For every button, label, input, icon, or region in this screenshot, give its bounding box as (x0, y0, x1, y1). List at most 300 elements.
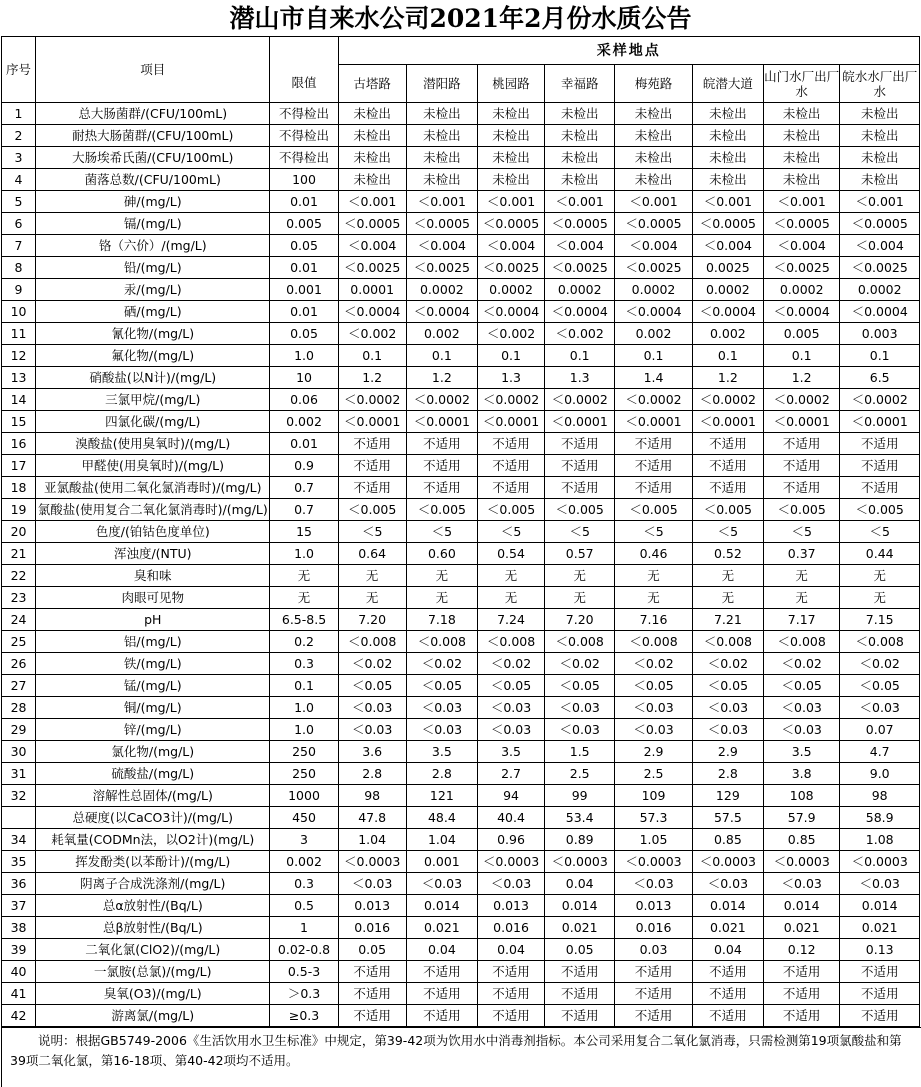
row-item: 挥发酚类(以苯酚计)/(mg/L) (36, 851, 270, 873)
page-title: 潜山市自来水公司2021年2月份水质公告 (229, 4, 692, 33)
row-value: 不适用 (406, 961, 477, 983)
row-value: 未检出 (840, 125, 920, 147)
row-value: 不适用 (840, 1005, 920, 1027)
row-value: 0.85 (763, 829, 839, 851)
row-value: 0.04 (692, 939, 763, 961)
row-value: ＜0.0001 (763, 411, 839, 433)
row-limit: 0.05 (270, 323, 338, 345)
header-site: 潜阳路 (406, 65, 477, 103)
row-value: ＜0.005 (692, 499, 763, 521)
row-value: ＜0.004 (338, 235, 406, 257)
header-site: 山门水厂出厂水 (763, 65, 839, 103)
row-value: 0.021 (763, 917, 839, 939)
row-value: 98 (840, 785, 920, 807)
row-no: 13 (2, 367, 36, 389)
row-value: ＜0.001 (338, 191, 406, 213)
row-value: ＜0.008 (763, 631, 839, 653)
row-value: 98 (338, 785, 406, 807)
row-value: ＜0.02 (763, 653, 839, 675)
row-item: 游离氯/(mg/L) (36, 1005, 270, 1027)
row-value: 未检出 (615, 103, 692, 125)
table-row (2, 763, 920, 785)
row-no: 4 (2, 169, 36, 191)
row-value: ＜0.005 (615, 499, 692, 521)
row-limit: 450 (270, 807, 338, 829)
row-value: ＜5 (840, 521, 920, 543)
row-value: 7.24 (477, 609, 544, 631)
row-value: 0.0025 (692, 257, 763, 279)
row-value: ＜0.0003 (763, 851, 839, 873)
row-item: 甲醛使(用臭氧时)/(mg/L) (36, 455, 270, 477)
table-row (2, 433, 920, 455)
row-value: ＜0.03 (840, 697, 920, 719)
row-no: 12 (2, 345, 36, 367)
row-value: 不适用 (615, 1005, 692, 1027)
row-value: 不适用 (615, 455, 692, 477)
row-value: ＜0.0003 (477, 851, 544, 873)
row-value: 53.4 (545, 807, 615, 829)
row-value: ＜0.0002 (406, 389, 477, 411)
row-no: 7 (2, 235, 36, 257)
row-value: 无 (338, 587, 406, 609)
row-value: ＜0.02 (692, 653, 763, 675)
row-value: ＜0.0001 (477, 411, 544, 433)
row-value: ＜0.001 (840, 191, 920, 213)
row-value: ＜0.0002 (615, 389, 692, 411)
table-row (2, 961, 920, 983)
row-value: 0.46 (615, 543, 692, 565)
row-value: 0.1 (477, 345, 544, 367)
row-value: 1.3 (545, 367, 615, 389)
row-value: ＜0.05 (545, 675, 615, 697)
row-no: 31 (2, 763, 36, 785)
row-limit: 0.001 (270, 279, 338, 301)
row-value: 7.16 (615, 609, 692, 631)
row-value: ＜0.02 (615, 653, 692, 675)
row-limit: 0.1 (270, 675, 338, 697)
row-value: 未检出 (477, 103, 544, 125)
row-value: 0.0002 (406, 279, 477, 301)
row-no: 24 (2, 609, 36, 631)
row-value: 0.0002 (545, 279, 615, 301)
row-value: 7.18 (406, 609, 477, 631)
row-value: 0.44 (840, 543, 920, 565)
row-value: ＜0.05 (338, 675, 406, 697)
row-no: 30 (2, 741, 36, 763)
row-value: ＜0.02 (406, 653, 477, 675)
row-limit: 15 (270, 521, 338, 543)
row-value: 不适用 (338, 477, 406, 499)
row-value: 无 (545, 565, 615, 587)
row-value: ＜0.005 (545, 499, 615, 521)
row-value: ＜0.03 (338, 873, 406, 895)
row-item: 氯化物/(mg/L) (36, 741, 270, 763)
row-value: 0.002 (406, 323, 477, 345)
row-limit: 1.0 (270, 719, 338, 741)
table-row (2, 983, 920, 1005)
table-row (2, 367, 920, 389)
row-value: ＜5 (477, 521, 544, 543)
row-value: 无 (615, 587, 692, 609)
row-value: ＜5 (692, 521, 763, 543)
row-limit: 1 (270, 917, 338, 939)
row-value: ＜0.0003 (615, 851, 692, 873)
row-value: 57.5 (692, 807, 763, 829)
row-no: 15 (2, 411, 36, 433)
row-value: ＜0.0003 (338, 851, 406, 873)
row-item: 二氧化氯(ClO2)/(mg/L) (36, 939, 270, 961)
row-no: 14 (2, 389, 36, 411)
row-value: 0.0001 (338, 279, 406, 301)
row-value: ＜0.0004 (763, 301, 839, 323)
row-value: ＜0.0025 (615, 257, 692, 279)
row-value: 0.04 (406, 939, 477, 961)
header-site: 古塔路 (338, 65, 406, 103)
row-value: ＜0.03 (763, 697, 839, 719)
row-value: ＜0.03 (406, 873, 477, 895)
row-value: ＜0.0025 (338, 257, 406, 279)
row-value: 109 (615, 785, 692, 807)
row-value: 未检出 (692, 125, 763, 147)
table-row (2, 191, 920, 213)
row-value: 0.0002 (615, 279, 692, 301)
row-limit: 1.0 (270, 345, 338, 367)
row-item: 氟化物/(mg/L) (36, 345, 270, 367)
row-value: 不适用 (406, 1005, 477, 1027)
row-item: 铝/(mg/L) (36, 631, 270, 653)
row-item: 硫酸盐/(mg/L) (36, 763, 270, 785)
row-value: 未检出 (840, 103, 920, 125)
row-value: 无 (406, 565, 477, 587)
row-limit: 0.7 (270, 499, 338, 521)
row-value: 未检出 (545, 125, 615, 147)
row-value: 不适用 (763, 477, 839, 499)
row-value: 未检出 (406, 169, 477, 191)
row-value: 0.002 (692, 323, 763, 345)
row-no: 9 (2, 279, 36, 301)
row-value: 未检出 (840, 169, 920, 191)
row-value: ＜0.02 (338, 653, 406, 675)
row-value: 0.016 (338, 917, 406, 939)
row-value: 0.05 (545, 939, 615, 961)
row-value: ＜0.05 (477, 675, 544, 697)
table-row (2, 257, 920, 279)
row-no: 27 (2, 675, 36, 697)
row-value: 0.57 (545, 543, 615, 565)
row-value: 0.60 (406, 543, 477, 565)
row-value: ＜0.03 (477, 873, 544, 895)
row-value: 未检出 (545, 147, 615, 169)
row-limit: 0.05 (270, 235, 338, 257)
row-value: 不适用 (338, 433, 406, 455)
row-value: ＜0.0003 (840, 851, 920, 873)
row-value: 不适用 (406, 983, 477, 1005)
row-value: 未检出 (406, 103, 477, 125)
row-value: 2.8 (692, 763, 763, 785)
row-value: 1.2 (338, 367, 406, 389)
header-limit-top (270, 37, 338, 65)
row-value: ＜0.001 (615, 191, 692, 213)
row-value: 不适用 (615, 961, 692, 983)
row-value: 0.13 (840, 939, 920, 961)
row-value: ＜0.0005 (763, 213, 839, 235)
table-row (2, 873, 920, 895)
row-value: 不适用 (840, 983, 920, 1005)
row-no (2, 807, 36, 829)
row-no: 20 (2, 521, 36, 543)
row-value: 94 (477, 785, 544, 807)
row-value: 不适用 (406, 477, 477, 499)
row-value: ＜0.0004 (840, 301, 920, 323)
water-quality-table (1, 36, 920, 1027)
table-row (2, 631, 920, 653)
row-value: ＜0.03 (545, 719, 615, 741)
row-value: ＜0.05 (692, 675, 763, 697)
row-value: 0.002 (615, 323, 692, 345)
row-no: 36 (2, 873, 36, 895)
row-value: 2.9 (692, 741, 763, 763)
row-value: 未检出 (545, 103, 615, 125)
row-value: 0.1 (840, 345, 920, 367)
row-value: ＜0.02 (477, 653, 544, 675)
row-value: ＜0.0025 (763, 257, 839, 279)
row-item: 肉眼可见物 (36, 587, 270, 609)
row-value: 未检出 (406, 147, 477, 169)
table-row (2, 609, 920, 631)
row-value: 未检出 (763, 147, 839, 169)
row-value: 无 (477, 565, 544, 587)
row-value: ＜0.004 (763, 235, 839, 257)
row-value: 129 (692, 785, 763, 807)
row-value: 不适用 (338, 961, 406, 983)
row-value: ＜0.03 (545, 697, 615, 719)
row-value: ＜5 (545, 521, 615, 543)
row-value: ＜0.001 (477, 191, 544, 213)
row-limit: 0.5-3 (270, 961, 338, 983)
row-value: 无 (615, 565, 692, 587)
row-limit: 250 (270, 763, 338, 785)
row-limit: 0.02-0.8 (270, 939, 338, 961)
row-item: 亚氯酸盐(使用二氧化氯消毒时)/(mg/L) (36, 477, 270, 499)
header-limit: 限值 (270, 65, 338, 103)
row-no: 21 (2, 543, 36, 565)
row-value: 0.1 (692, 345, 763, 367)
row-value: 未检出 (545, 169, 615, 191)
row-value: ＜0.05 (763, 675, 839, 697)
row-value: 未检出 (692, 169, 763, 191)
row-value: ＜0.005 (477, 499, 544, 521)
row-no: 18 (2, 477, 36, 499)
row-value: 0.0002 (477, 279, 544, 301)
row-value: ＜0.008 (615, 631, 692, 653)
row-value: ＜0.004 (545, 235, 615, 257)
table-row (2, 389, 920, 411)
row-value: 无 (338, 565, 406, 587)
header-no: 序号 (2, 37, 36, 103)
table-row (2, 807, 920, 829)
row-value: 57.9 (763, 807, 839, 829)
row-no: 3 (2, 147, 36, 169)
table-row (2, 169, 920, 191)
row-value: ＜0.0025 (477, 257, 544, 279)
row-value: 0.021 (406, 917, 477, 939)
row-value: 2.5 (545, 763, 615, 785)
row-value: ＜0.0001 (840, 411, 920, 433)
row-value: ＜0.03 (763, 719, 839, 741)
row-value: ＜0.0001 (692, 411, 763, 433)
table-row (2, 829, 920, 851)
row-value: 0.37 (763, 543, 839, 565)
header-item: 项目 (36, 37, 270, 103)
row-value: 0.016 (615, 917, 692, 939)
row-value: 2.7 (477, 763, 544, 785)
row-limit: 不得检出 (270, 147, 338, 169)
row-value: 0.0002 (840, 279, 920, 301)
row-value: ＜0.0005 (840, 213, 920, 235)
row-item: 氯酸盐(使用复合二氧化氯消毒时)/(mg/L) (36, 499, 270, 521)
row-no: 8 (2, 257, 36, 279)
row-value: ＜0.008 (477, 631, 544, 653)
row-value: 0.003 (840, 323, 920, 345)
header-site: 皖潜大道 (692, 65, 763, 103)
table-row (2, 213, 920, 235)
row-limit: 0.002 (270, 411, 338, 433)
row-value: ＜0.001 (763, 191, 839, 213)
row-value: 0.021 (692, 917, 763, 939)
row-value: 不适用 (763, 1005, 839, 1027)
row-value: 未检出 (763, 103, 839, 125)
row-value: 108 (763, 785, 839, 807)
row-limit: 10 (270, 367, 338, 389)
row-item: 总硬度(以CaCO3计)/(mg/L) (36, 807, 270, 829)
row-value: ＜0.03 (338, 697, 406, 719)
row-item: 镉/(mg/L) (36, 213, 270, 235)
row-value: ＜0.0005 (692, 213, 763, 235)
row-no: 26 (2, 653, 36, 675)
row-item: 总α放射性/(Bq/L) (36, 895, 270, 917)
row-value: ＜0.0002 (692, 389, 763, 411)
row-item: 砷/(mg/L) (36, 191, 270, 213)
row-value: ＜0.03 (692, 719, 763, 741)
row-value: 不适用 (763, 433, 839, 455)
row-value: 0.021 (545, 917, 615, 939)
row-value: ＜0.008 (338, 631, 406, 653)
row-value: 0.07 (840, 719, 920, 741)
row-limit: 0.2 (270, 631, 338, 653)
row-item: 菌落总数/(CFU/100mL) (36, 169, 270, 191)
table-row (2, 917, 920, 939)
row-value: 1.05 (615, 829, 692, 851)
table-row (2, 741, 920, 763)
table-row (2, 125, 920, 147)
row-value: 不适用 (338, 1005, 406, 1027)
row-value: 不适用 (615, 983, 692, 1005)
row-value: 0.021 (840, 917, 920, 939)
row-value: ＜0.002 (477, 323, 544, 345)
row-no: 38 (2, 917, 36, 939)
row-value: ＜0.0003 (692, 851, 763, 873)
row-value: 未检出 (615, 125, 692, 147)
row-value: 0.04 (477, 939, 544, 961)
row-value: ＜0.004 (840, 235, 920, 257)
row-value: 47.8 (338, 807, 406, 829)
row-item: 铜/(mg/L) (36, 697, 270, 719)
row-value: ＜0.0002 (763, 389, 839, 411)
row-value: 0.85 (692, 829, 763, 851)
row-value: 0.54 (477, 543, 544, 565)
row-value: 无 (840, 587, 920, 609)
row-value: ＜0.0025 (545, 257, 615, 279)
row-item: 铅/(mg/L) (36, 257, 270, 279)
row-value: 不适用 (406, 455, 477, 477)
row-value: 0.1 (615, 345, 692, 367)
row-limit: 0.005 (270, 213, 338, 235)
row-value: ＜0.02 (840, 653, 920, 675)
row-value: 不适用 (692, 983, 763, 1005)
row-value: 不适用 (338, 983, 406, 1005)
table-row (2, 851, 920, 873)
row-no: 37 (2, 895, 36, 917)
row-value: 不适用 (477, 477, 544, 499)
row-item: 锰/(mg/L) (36, 675, 270, 697)
row-item: 铁/(mg/L) (36, 653, 270, 675)
row-value: 不适用 (545, 983, 615, 1005)
row-value: ＜0.05 (406, 675, 477, 697)
row-value: ＜0.0004 (615, 301, 692, 323)
row-value: 不适用 (615, 433, 692, 455)
row-item: 臭和味 (36, 565, 270, 587)
row-no: 6 (2, 213, 36, 235)
row-limit: 3 (270, 829, 338, 851)
row-limit: 1000 (270, 785, 338, 807)
row-value: 未检出 (477, 125, 544, 147)
row-value: 0.014 (406, 895, 477, 917)
row-value: ＜0.002 (545, 323, 615, 345)
row-value: 7.20 (545, 609, 615, 631)
row-value: 3.8 (763, 763, 839, 785)
row-limit: 6.5-8.5 (270, 609, 338, 631)
row-value: ＜0.0004 (545, 301, 615, 323)
row-value: ＜0.03 (692, 697, 763, 719)
row-value: 7.20 (338, 609, 406, 631)
row-limit: 1.0 (270, 543, 338, 565)
row-value: ＜0.0002 (545, 389, 615, 411)
row-limit: 0.7 (270, 477, 338, 499)
row-value: ＜5 (615, 521, 692, 543)
header-sampling: 采样地点 (338, 37, 919, 65)
row-value: 无 (763, 587, 839, 609)
row-value: 0.014 (692, 895, 763, 917)
row-no: 42 (2, 1005, 36, 1027)
row-value: 0.013 (615, 895, 692, 917)
row-value: 99 (545, 785, 615, 807)
table-row (2, 411, 920, 433)
row-value: 不适用 (763, 961, 839, 983)
row-value: 1.04 (338, 829, 406, 851)
row-no: 22 (2, 565, 36, 587)
row-value: 2.9 (615, 741, 692, 763)
row-value: 1.2 (763, 367, 839, 389)
row-no: 40 (2, 961, 36, 983)
row-value: 9.0 (840, 763, 920, 785)
row-limit: 0.002 (270, 851, 338, 873)
row-value: 48.4 (406, 807, 477, 829)
row-value: ＜0.03 (615, 873, 692, 895)
row-limit: 0.9 (270, 455, 338, 477)
row-value: 0.014 (545, 895, 615, 917)
row-item: 锌/(mg/L) (36, 719, 270, 741)
table-row (2, 323, 920, 345)
